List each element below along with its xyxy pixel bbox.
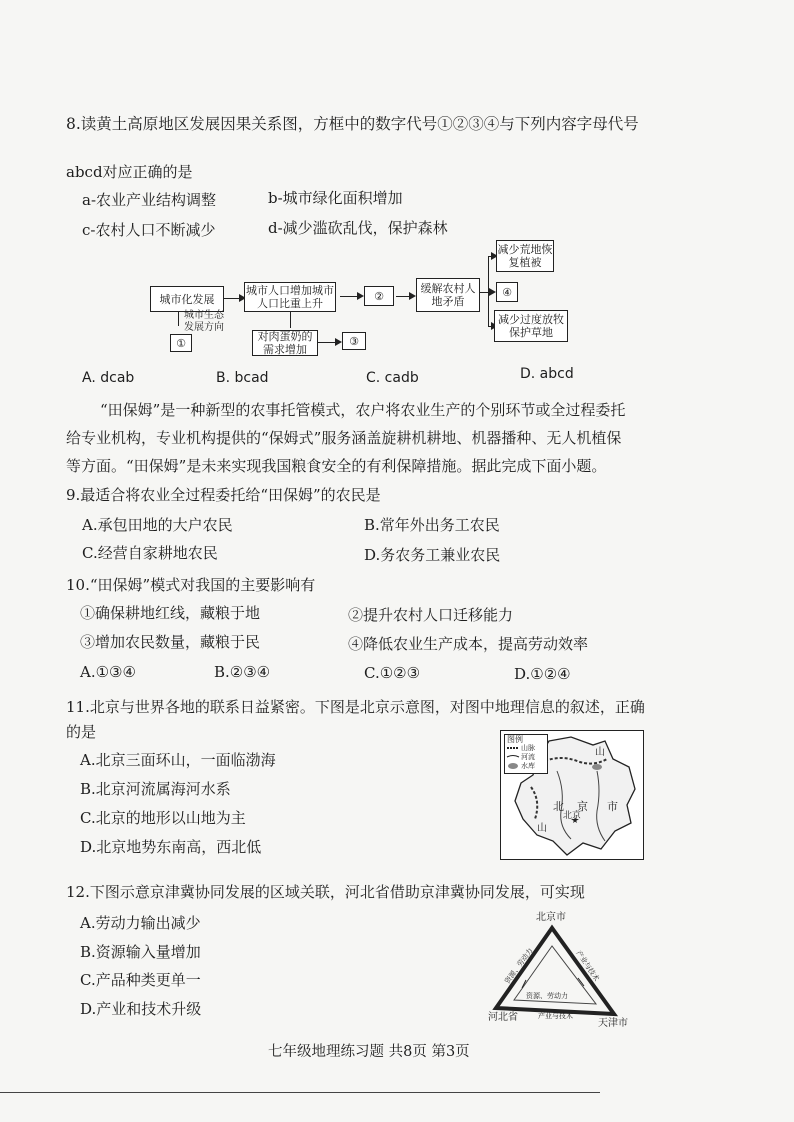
q9-option-b: B.常年外出务工农民 — [364, 516, 500, 534]
map-label-shi: 市 — [607, 800, 618, 813]
q10-statement-1: ①确保耕地红线，藏粮于地 — [80, 604, 261, 622]
beijing-map-legend — [504, 734, 548, 774]
arrow-right — [340, 296, 362, 297]
q8-option-b: b-城市绿化面积增加 — [268, 189, 403, 207]
jingjinji-triangle-diagram — [486, 912, 636, 1034]
q11-option-c: C.北京的地形以山地为主 — [80, 809, 246, 827]
q10-option-b: B.②③④ — [214, 663, 271, 681]
map-label-mountain-west: 山 — [537, 823, 547, 834]
passage-line-3: 等方面。“田保姆”是未来实现我国粮食安全的有利保障措施。据此完成下面小题。 — [66, 457, 607, 475]
triangle-left-edge-label: 资源、劳动力 — [503, 946, 535, 986]
q12-stem: 12.下图示意京津冀协同发展的区域关联，河北省借助京津冀协同发展，可实现 — [66, 883, 585, 901]
diagram-box-2: ② — [364, 286, 394, 306]
q8-option-a: a-农业产业结构调整 — [82, 191, 217, 209]
q8-option-c: c-农村人口不断减少 — [82, 221, 216, 239]
diagram-start-box: 城市化发展 — [150, 286, 224, 312]
q8-answer-a: A. dcab — [82, 370, 135, 386]
q8-stem-line1: 8.读黄土高原地区发展因果关系图，方框中的数字代号①②③④与下列内容字母代号 — [66, 115, 639, 133]
arrow-right — [488, 256, 496, 257]
diagram-population-box: 城市人口增加城市人口比重上升 — [246, 284, 334, 310]
triangle-label-hebei: 河北省 — [488, 1012, 518, 1023]
connector — [178, 312, 179, 326]
triangle-label-tianjin: 天津市 — [598, 1018, 628, 1029]
diagram-bottom-right-box: 减少过度放牧保护草地 — [494, 310, 568, 342]
arrow-right — [318, 342, 340, 343]
q12-option-d: D.产业和技术升级 — [80, 1000, 202, 1018]
q12-option-c: C.产品种类更单一 — [80, 971, 201, 989]
q11-stem-line2: 的是 — [66, 723, 97, 741]
q12-option-b: B.资源输入量增加 — [80, 943, 201, 961]
diagram-eco-label: 城市生态发展方向 — [184, 310, 224, 333]
q8-answer-d: D. abcd — [520, 366, 574, 382]
triangle-label-beijing: 北京市 — [536, 912, 566, 923]
diagram-top-right-box: 减少荒地恢复植被 — [496, 240, 554, 272]
q9-option-a: A.承包田地的大户农民 — [82, 516, 233, 534]
page-footer: 七年级地理练习题 共8页 第3页 — [268, 1044, 470, 1060]
diagram-box-3: ③ — [342, 332, 366, 350]
q10-option-d: D.①②④ — [514, 665, 571, 683]
beijing-map — [500, 730, 644, 860]
arrow-right — [396, 296, 414, 297]
q8-stem-line2: abcd对应正确的是 — [66, 163, 193, 181]
diagram-box-4: ④ — [496, 282, 518, 302]
q9-option-d: D.务农务工兼业农民 — [364, 546, 501, 564]
page-bottom-rule — [0, 1092, 600, 1093]
q10-option-c: C.①②③ — [364, 664, 421, 682]
q8-answer-b: B. bcad — [216, 370, 269, 386]
passage-line-1: “田保姆”是一种新型的农事托管模式，农户将农业生产的个别环节或全过程委托 — [100, 401, 626, 419]
diagram-box-1: ① — [170, 334, 192, 352]
triangle-bottom-edge-label: 资源、劳动力 — [526, 992, 568, 1000]
q11-option-b: B.北京河流属海河水系 — [80, 780, 231, 798]
q11-option-d: D.北京地势东南高，西北低 — [80, 838, 262, 856]
q10-statement-3: ③增加农民数量，藏粮于民 — [80, 633, 261, 651]
q10-stem: 10.“田保姆”模式对我国的主要影响有 — [66, 576, 316, 594]
q10-statement-4: ④降低农业生产成本，提高劳动效率 — [348, 635, 589, 653]
map-label-jing: 京 — [577, 800, 588, 813]
diagram-demand-box: 对肉蛋奶的需求增加 — [252, 330, 318, 356]
passage-line-2: 给专业机构，专业机构提供的“保姆式”服务涵盖旋耕机耕地、机器播种、无人机植保 — [66, 429, 622, 447]
q9-option-c: C.经营自家耕地农民 — [82, 544, 218, 562]
map-label-bei: 北 — [553, 800, 564, 813]
q10-statement-2: ②提升农村人口迁移能力 — [348, 606, 514, 624]
legend-mountain: 山脉 — [521, 744, 535, 752]
connector — [290, 312, 291, 328]
map-label-beijing: 北京 — [563, 811, 582, 821]
triangle-bottom-edge-label-2: 产业与技术 — [538, 1012, 573, 1020]
legend-symbols — [506, 744, 520, 780]
q8-option-d: d-减少滥砍乱伐，保护森林 — [268, 219, 448, 237]
triangle-right-edge-label: 产业与技术 — [574, 949, 601, 983]
diagram-relieve-box: 缓解农村人地矛盾 — [416, 278, 480, 312]
arrow-right — [224, 298, 244, 299]
q11-option-a: A.北京三面环山，一面临渤海 — [80, 751, 276, 769]
legend-reservoir: 水库 — [521, 762, 535, 770]
q8-answer-c: C. cadb — [366, 370, 419, 386]
legend-river: 河流 — [521, 753, 535, 761]
legend-title: 图例 — [507, 735, 523, 744]
arrow-right — [488, 292, 494, 293]
q12-option-a: A.劳动力输出减少 — [80, 914, 201, 932]
map-label-mountain-north: 山 — [595, 747, 605, 758]
q11-stem-line1: 11.北京与世界各地的联系日益紧密。下图是北京示意图，对图中地理信息的叙述，正确 — [66, 698, 645, 716]
q10-option-a: A.①③④ — [80, 663, 136, 681]
q9-stem: 9.最适合将农业全过程委托给“田保姆”的农民是 — [66, 486, 381, 504]
